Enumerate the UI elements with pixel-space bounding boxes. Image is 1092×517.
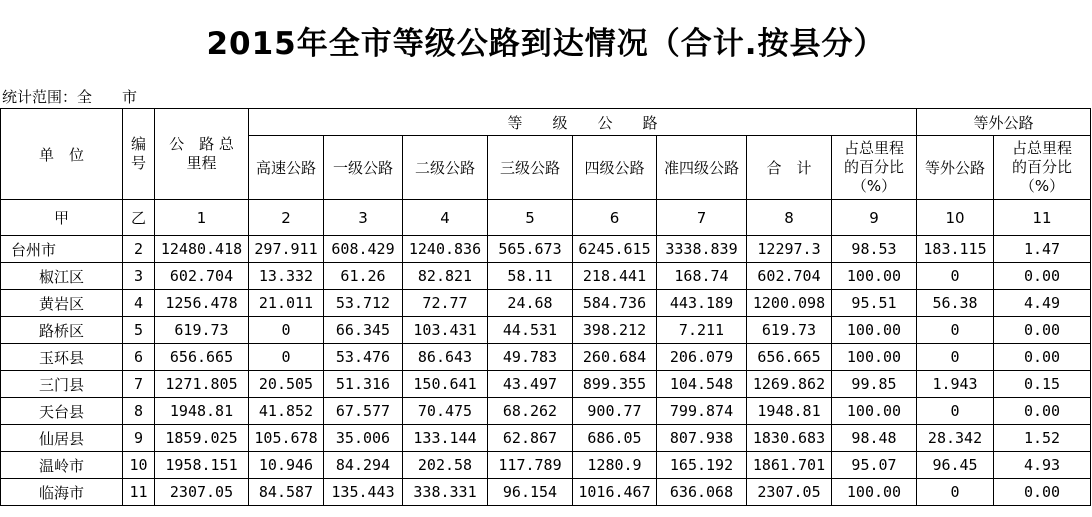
value-cell: 602.704: [155, 263, 249, 290]
value-cell: 1200.098: [747, 290, 832, 317]
code-cell: 10: [123, 452, 155, 479]
value-cell: 12480.418: [155, 236, 249, 263]
unit-name-cell: 椒江区: [1, 263, 123, 290]
unit-name-cell: 临海市: [1, 479, 123, 506]
header-ungraded-percent: 占总里程 的百分比 （%）: [994, 136, 1091, 200]
table-row: [1, 452, 1091, 479]
value-cell: 338.331: [403, 479, 488, 506]
value-cell: 43.497: [488, 371, 573, 398]
value-cell: 41.852: [249, 398, 324, 425]
value-cell: 98.48: [832, 425, 917, 452]
value-cell: 72.77: [403, 290, 488, 317]
value-cell: 20.505: [249, 371, 324, 398]
value-cell: 900.77: [573, 398, 657, 425]
value-cell: 12297.3: [747, 236, 832, 263]
value-cell: 602.704: [747, 263, 832, 290]
value-cell: 1280.9: [573, 452, 657, 479]
value-cell: 584.736: [573, 290, 657, 317]
column-number: 11: [994, 200, 1091, 236]
value-cell: 443.189: [657, 290, 747, 317]
value-cell: 218.441: [573, 263, 657, 290]
value-cell: 297.911: [249, 236, 324, 263]
table-row: [1, 263, 1091, 290]
value-cell: 636.068: [657, 479, 747, 506]
value-cell: 1830.683: [747, 425, 832, 452]
value-cell: 56.38: [917, 290, 994, 317]
header-subtotal: 合 计: [747, 136, 832, 200]
header-ungraded-roads: 等外公路: [917, 109, 1091, 136]
value-cell: 28.342: [917, 425, 994, 452]
table-row: [1, 317, 1091, 344]
unit-name-cell: 玉环县: [1, 344, 123, 371]
value-cell: 1859.025: [155, 425, 249, 452]
header-grade4: 四级公路: [573, 136, 657, 200]
header-grade2: 二级公路: [403, 136, 488, 200]
value-cell: 1861.701: [747, 452, 832, 479]
value-cell: 1240.836: [403, 236, 488, 263]
value-cell: 84.294: [324, 452, 403, 479]
value-cell: 62.867: [488, 425, 573, 452]
value-cell: 0: [917, 398, 994, 425]
value-cell: 0: [249, 317, 324, 344]
value-cell: 1016.467: [573, 479, 657, 506]
value-cell: 95.51: [832, 290, 917, 317]
value-cell: 183.115: [917, 236, 994, 263]
value-cell: 4.49: [994, 290, 1091, 317]
value-cell: 0.15: [994, 371, 1091, 398]
value-cell: 2307.05: [747, 479, 832, 506]
value-cell: 1.943: [917, 371, 994, 398]
code-cell: 6: [123, 344, 155, 371]
value-cell: 4.93: [994, 452, 1091, 479]
value-cell: 565.673: [488, 236, 573, 263]
highway-grade-table: [0, 108, 1091, 506]
table-row: [1, 398, 1091, 425]
value-cell: 3338.839: [657, 236, 747, 263]
value-cell: 150.641: [403, 371, 488, 398]
code-cell: 3: [123, 263, 155, 290]
value-cell: 61.26: [324, 263, 403, 290]
code-cell: 9: [123, 425, 155, 452]
value-cell: 1948.81: [155, 398, 249, 425]
header-total-mileage: 公 路 总里程: [155, 109, 249, 200]
code-cell: 2: [123, 236, 155, 263]
value-cell: 13.332: [249, 263, 324, 290]
value-cell: 2307.05: [155, 479, 249, 506]
value-cell: 10.946: [249, 452, 324, 479]
value-cell: 105.678: [249, 425, 324, 452]
value-cell: 53.476: [324, 344, 403, 371]
header-quasi-grade4: 准四级公路: [657, 136, 747, 200]
value-cell: 35.006: [324, 425, 403, 452]
value-cell: 260.684: [573, 344, 657, 371]
value-cell: 49.783: [488, 344, 573, 371]
value-cell: 1958.151: [155, 452, 249, 479]
value-cell: 100.00: [832, 398, 917, 425]
value-cell: 1256.478: [155, 290, 249, 317]
unit-name-cell: 黄岩区: [1, 290, 123, 317]
value-cell: 619.73: [747, 317, 832, 344]
value-cell: 7.211: [657, 317, 747, 344]
value-cell: 133.144: [403, 425, 488, 452]
column-number: 乙: [123, 200, 155, 236]
value-cell: 899.355: [573, 371, 657, 398]
column-number: 1: [155, 200, 249, 236]
unit-name-cell: 路桥区: [1, 317, 123, 344]
column-number: 7: [657, 200, 747, 236]
value-cell: 24.68: [488, 290, 573, 317]
code-cell: 7: [123, 371, 155, 398]
unit-name-cell: 温岭市: [1, 452, 123, 479]
value-cell: 202.58: [403, 452, 488, 479]
column-number-row: [1, 200, 1091, 236]
header-graded-percent: 占总里程 的百分比 （%）: [832, 136, 917, 200]
table-body: [1, 236, 1091, 506]
header-unit: 单 位: [1, 109, 123, 200]
code-cell: 11: [123, 479, 155, 506]
statistics-scope: 统计范围：全 市: [2, 88, 138, 106]
column-number: 2: [249, 200, 324, 236]
value-cell: 98.53: [832, 236, 917, 263]
column-number: 5: [488, 200, 573, 236]
value-cell: 100.00: [832, 344, 917, 371]
page-title: 2015年全市等级公路到达情况（合计.按县分）: [206, 26, 886, 62]
value-cell: 44.531: [488, 317, 573, 344]
value-cell: 0: [917, 263, 994, 290]
value-cell: 619.73: [155, 317, 249, 344]
value-cell: 1269.862: [747, 371, 832, 398]
value-cell: 66.345: [324, 317, 403, 344]
value-cell: 1948.81: [747, 398, 832, 425]
unit-name-cell: 台州市: [1, 236, 123, 263]
value-cell: 398.212: [573, 317, 657, 344]
column-number: 8: [747, 200, 832, 236]
value-cell: 1271.805: [155, 371, 249, 398]
value-cell: 58.11: [488, 263, 573, 290]
code-cell: 8: [123, 398, 155, 425]
value-cell: 103.431: [403, 317, 488, 344]
value-cell: 608.429: [324, 236, 403, 263]
value-cell: 104.548: [657, 371, 747, 398]
header-grade1: 一级公路: [324, 136, 403, 200]
value-cell: 117.789: [488, 452, 573, 479]
value-cell: 165.192: [657, 452, 747, 479]
value-cell: 799.874: [657, 398, 747, 425]
column-number: 9: [832, 200, 917, 236]
value-cell: 6245.615: [573, 236, 657, 263]
value-cell: 51.316: [324, 371, 403, 398]
value-cell: 0: [917, 344, 994, 371]
unit-name-cell: 天台县: [1, 398, 123, 425]
table-row: [1, 344, 1091, 371]
value-cell: 70.475: [403, 398, 488, 425]
value-cell: 0.00: [994, 317, 1091, 344]
value-cell: 95.07: [832, 452, 917, 479]
header-expressway: 高速公路: [249, 136, 324, 200]
code-cell: 5: [123, 317, 155, 344]
table-row: [1, 290, 1091, 317]
value-cell: 68.262: [488, 398, 573, 425]
value-cell: 206.079: [657, 344, 747, 371]
value-cell: 1.47: [994, 236, 1091, 263]
column-number: 4: [403, 200, 488, 236]
header-graded-roads: 等 级 公 路: [249, 109, 917, 136]
table-row: [1, 479, 1091, 506]
value-cell: 656.665: [155, 344, 249, 371]
value-cell: 0.00: [994, 263, 1091, 290]
value-cell: 656.665: [747, 344, 832, 371]
value-cell: 53.712: [324, 290, 403, 317]
value-cell: 86.643: [403, 344, 488, 371]
column-number: 10: [917, 200, 994, 236]
value-cell: 96.45: [917, 452, 994, 479]
value-cell: 100.00: [832, 479, 917, 506]
table-row: [1, 371, 1091, 398]
value-cell: 0.00: [994, 398, 1091, 425]
value-cell: 96.154: [488, 479, 573, 506]
value-cell: 168.74: [657, 263, 747, 290]
value-cell: 99.85: [832, 371, 917, 398]
table-row: [1, 425, 1091, 452]
value-cell: 135.443: [324, 479, 403, 506]
value-cell: 0: [249, 344, 324, 371]
header-grade3: 三级公路: [488, 136, 573, 200]
unit-name-cell: 三门县: [1, 371, 123, 398]
value-cell: 0.00: [994, 344, 1091, 371]
column-number: 6: [573, 200, 657, 236]
unit-name-cell: 仙居县: [1, 425, 123, 452]
column-number: 甲: [1, 200, 123, 236]
value-cell: 84.587: [249, 479, 324, 506]
column-number: 3: [324, 200, 403, 236]
value-cell: 100.00: [832, 263, 917, 290]
value-cell: 0: [917, 317, 994, 344]
value-cell: 82.821: [403, 263, 488, 290]
table-row: [1, 236, 1091, 263]
header-code: 编 号: [123, 109, 155, 200]
value-cell: 100.00: [832, 317, 917, 344]
value-cell: 1.52: [994, 425, 1091, 452]
value-cell: 67.577: [324, 398, 403, 425]
header-ungraded: 等外公路: [917, 136, 994, 200]
code-cell: 4: [123, 290, 155, 317]
value-cell: 21.011: [249, 290, 324, 317]
value-cell: 807.938: [657, 425, 747, 452]
value-cell: 0: [917, 479, 994, 506]
value-cell: 0.00: [994, 479, 1091, 506]
value-cell: 686.05: [573, 425, 657, 452]
